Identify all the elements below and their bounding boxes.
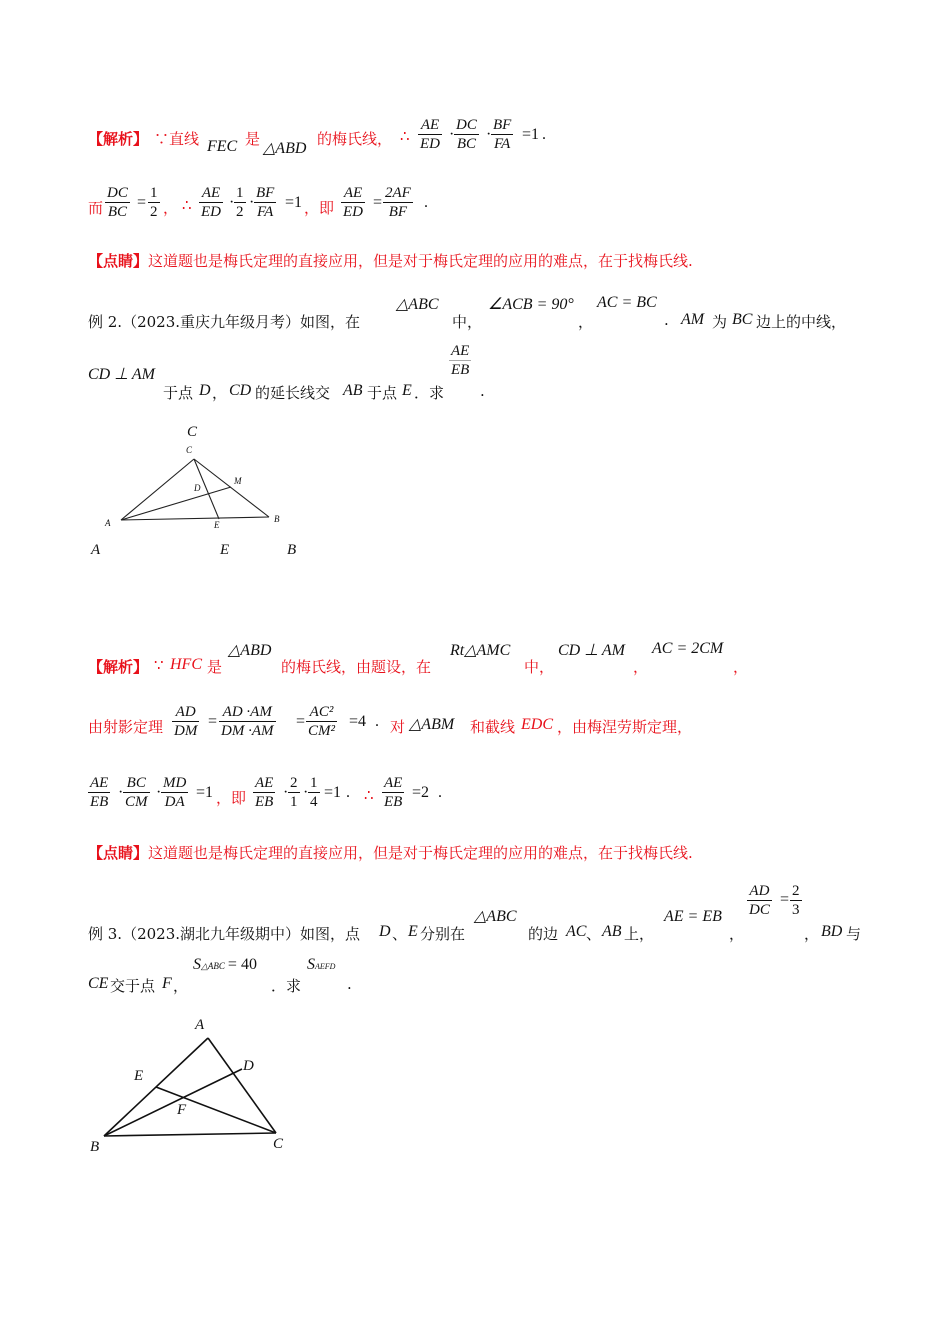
ac-equals-2cm: AC = 2CM	[652, 640, 724, 657]
ae-equals-eb: AE = EB	[664, 908, 722, 925]
fraction-2-3: $\frac{2}{3}$	[792, 883, 800, 918]
fraction-bf-fa: $\frac{BF}{FA}$	[493, 117, 512, 152]
figure-2-diagram	[0, 0, 950, 600]
triangle-abd: △ABD	[263, 140, 307, 157]
fraction-ad-dm: $\frac{AD}{DM}$	[174, 704, 198, 739]
area-aefd: SAEFD	[307, 956, 336, 973]
fraction-dc-bc: $\frac{DC}{BC}$	[456, 117, 477, 152]
fraction-md-da: $\frac{MD}{DA}$	[163, 775, 187, 810]
equals-one: =1	[522, 126, 540, 143]
line-edc: EDC	[521, 716, 553, 733]
note-text: 这道题也是梅氏定理的直接应用，但是对于梅氏定理的应用的难点，在于找梅氏线.	[148, 252, 693, 270]
label-e: E	[134, 1068, 144, 1084]
fraction-bc-cm: $\frac{BC}{CM}$	[125, 775, 148, 810]
fraction-ad-dc: $\frac{AD}{DC}$	[749, 883, 770, 918]
note-2	[88, 842, 693, 863]
label-f: F	[177, 1102, 187, 1118]
fraction-ae-eb: $\frac{AE}{EB}$	[90, 775, 109, 810]
fraction-ae-eb-3: $\frac{AE}{EB}$	[384, 775, 403, 810]
note-tag-2: 【点睛】	[88, 844, 149, 862]
label-b: B	[90, 1139, 100, 1155]
example-2-prefix: 例 2.（2023.重庆九年级月考）如图，在	[88, 313, 361, 331]
label-b-large: B	[287, 542, 297, 558]
therefore-symbol: ∴	[400, 127, 410, 145]
fraction-ae-ed-3: $\frac{AE}{ED}$	[343, 185, 363, 220]
cd-perp-am: CD ⊥ AM	[88, 366, 155, 383]
because-text: ∵直线	[154, 130, 200, 148]
fraction-1-4: $\frac{1}{4}$	[310, 775, 318, 810]
fraction-ae-ed-2: $\frac{AE}{ED}$	[201, 185, 221, 220]
analysis-tag: 【解析】	[88, 130, 149, 148]
label-c-large: C	[187, 424, 198, 440]
label-b-small: B	[274, 514, 280, 524]
analysis-tag-2: 【解析】	[88, 658, 149, 676]
label-d: D	[243, 1058, 254, 1074]
note-tag: 【点睛】	[88, 252, 149, 270]
fraction-2af-bf: $\frac{2AF}{BF}$	[385, 185, 411, 220]
label-e-large: E	[220, 542, 230, 558]
fraction-one-half: $\frac{1}{2}$	[150, 185, 158, 220]
label-a: A	[195, 1017, 205, 1033]
question-ae-eb: $\frac{AE}{EB}$	[451, 343, 470, 378]
and-text: 而	[88, 199, 104, 217]
example-3-prefix: 例 3.（2023.湖北九年级期中）如图，点	[88, 925, 361, 943]
note-text-2: 这道题也是梅氏定理的直接应用，但是对于梅氏定理的应用的难点，在于找梅氏线.	[148, 844, 693, 862]
triangle-abd-2: △ABD	[228, 642, 272, 659]
label-a-small: A	[105, 518, 111, 528]
fraction-dc-bc-2: $\frac{DC}{BC}$	[107, 185, 128, 220]
label-d-small: D	[194, 483, 201, 493]
label-e-small: E	[214, 520, 220, 530]
label-m-small: M	[234, 476, 242, 486]
fraction-ae-ed: $\frac{AE}{ED}$	[420, 117, 440, 152]
fraction-bf-fa-2: $\frac{BF}{FA}$	[256, 185, 275, 220]
angle-acb: ∠ACB = 90°	[488, 296, 574, 313]
cd-perp-am-2: CD ⊥ AM	[558, 642, 625, 659]
fraction-ac2-cm2: $\frac{\text{AC²}}{\text{CM²}}$	[308, 704, 335, 739]
rt-triangle-amc: Rt△AMC	[450, 642, 511, 659]
is-text: 是	[245, 130, 261, 148]
fraction-ae-eb-2: $\frac{AE}{EB}$	[255, 775, 274, 810]
ac-equals-bc: AC = BC	[597, 294, 657, 311]
triangle-abc-3: △ABC	[474, 908, 517, 925]
label-c-small: C	[186, 445, 193, 455]
menelaus-line-text: 的梅氏线，	[317, 130, 393, 148]
fraction-2-1: $\frac{2}{1}$	[290, 775, 298, 810]
triangle-abm: △ABM	[409, 716, 455, 733]
line-fec: FEC	[207, 138, 238, 155]
line-hfc: HFC	[170, 656, 202, 673]
label-c: C	[273, 1136, 284, 1152]
label-a-large: A	[91, 542, 101, 558]
fraction-half-2: $\frac{1}{2}$	[236, 185, 244, 220]
triangle-abc: △ABC	[396, 296, 439, 313]
fraction-adam-dmam: $\frac{AD \cdot AM}{DM \cdot AM}$	[221, 704, 274, 739]
area-abc: S△ABC = 40	[193, 956, 257, 973]
